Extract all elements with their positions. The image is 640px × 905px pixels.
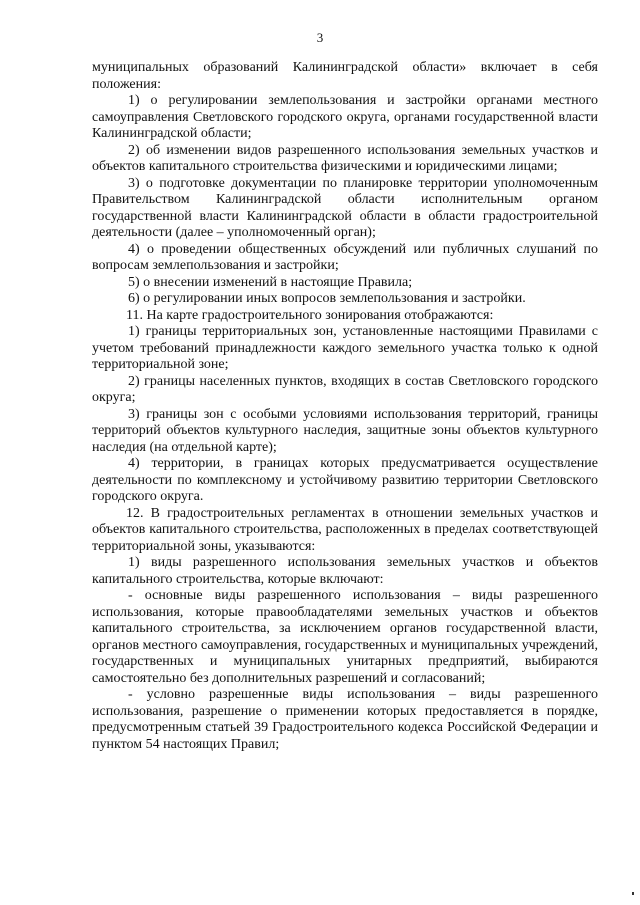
- document-body: [92, 60, 598, 753]
- page-number: 3: [316, 30, 324, 45]
- clause-11: 11. На карте градостроительного зонирования отображаются:: [126, 307, 494, 323]
- list-item-4: 4) о проведении общественных обсуждений или публичных слушаний по вопросам землепользования и застройки;: [92, 241, 598, 273]
- list-item-5: 5) о внесении изменений в настоящие Правила;: [128, 274, 413, 290]
- list-item-1: 1) о регулировании землепользования и застройки органами местного самоуправления Светловского городского округа, органами государственной власти Калининградской области;: [92, 93, 598, 141]
- clause-12: 12. В градостроительных регламентах в отношении земельных участков и объектов капитального строительства, расположенных в пределах соответствующей территориальной зоны, указываются:: [92, 505, 598, 554]
- clause-11-item-2: 2) границы населенных пунктов, входящих в состав Светловского городского округа;: [92, 373, 598, 405]
- scan-edge-mark: [632, 892, 634, 895]
- clause-11-item-4: 4) территории, в границах которых предусматривается осуществление деятельности по комплексному и устойчивому развитию территории Светловского городского округа.: [92, 456, 598, 504]
- list-item-2: 2) об изменении видов разрешенного использования земельных участков и объектов капитального строительства физическими и юридическими лицами;: [92, 142, 598, 174]
- clause-12-dash-item-conditional-uses: - условно разрешенные виды использования – виды разрешенного использования, разрешение о применении которых предоставляется в порядке, предусмотренным статьей 39 Градостроительного кодекса Российской Федерации и пунктом 54 настоящих Правил;: [92, 687, 598, 752]
- clause-12-dash-item-main-uses: - основные виды разрешенного использования – виды разрешенного использования, которые правообладателями земельных участков и объектов капитального строительства, за исключением органов государственной власти, органов местного самоуправления, государственных и муниципальных учреждений, государственных и муниципальных унитарных предприятий, выбираются самостоятельно без дополнительных разрешений и согласований;: [92, 588, 598, 686]
- paragraph-intro-continuation: муниципальных образований Калининградской области» включает в себя положения:: [92, 60, 598, 92]
- list-item-6: 6) о регулировании иных вопросов землепользования и застройки.: [128, 291, 526, 306]
- list-item-3: 3) о подготовке документации по планировке территории уполномоченным Правительством Калининградской области исполнительным органом государственной власти Калининградской области в области градостроительной деятельности (далее – уполномоченный орган);: [92, 175, 598, 240]
- clause-12-item-1: 1) виды разрешенного использования земельных участков и объектов капитального строительства, которые включают:: [92, 555, 598, 587]
- clause-11-item-1: 1) границы территориальных зон, установленные настоящими Правилами с учетом требований принадлежности каждого земельного участка только к одной территориальной зоне;: [92, 324, 598, 372]
- clause-11-item-3: 3) границы зон с особыми условиями использования территорий, границы территорий объектов культурного наследия, защитные зоны объектов культурного наследия (на отдельной карте);: [92, 406, 598, 455]
